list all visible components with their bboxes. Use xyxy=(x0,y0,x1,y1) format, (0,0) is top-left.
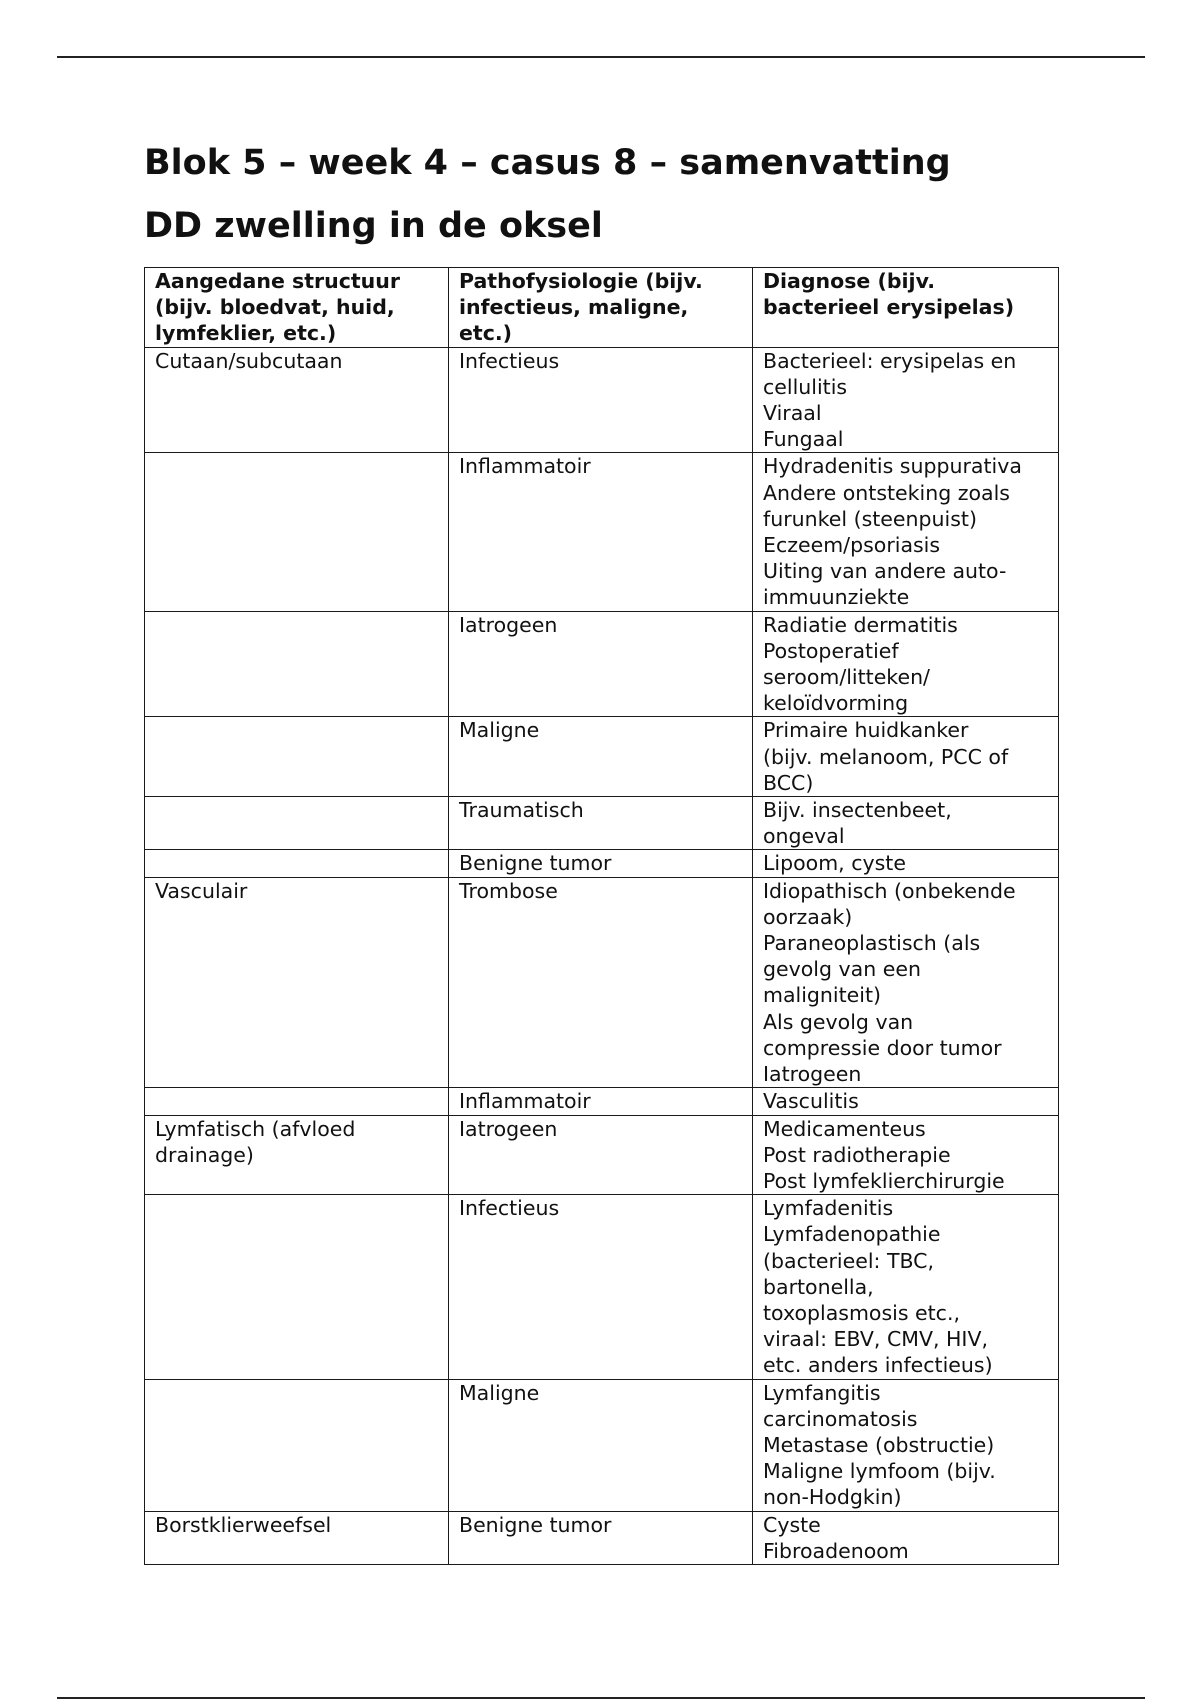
header-pathophysiology: Pathofysiologie (bijv. infectieus, maligne, etc.) xyxy=(449,268,753,348)
diagnosis-cell: Lipoom, cyste xyxy=(753,850,1059,877)
structure-cell xyxy=(145,717,449,797)
structure-cell xyxy=(145,453,449,611)
header-rule xyxy=(57,56,1145,58)
document-title: Blok 5 – week 4 – casus 8 – samenvatting xyxy=(144,143,951,183)
diagnosis-cell: Hydradenitis suppurativa Andere ontsteking zoals furunkel (steenpuist) Eczeem/psoriasis Uiting van andere auto- immuunziekte xyxy=(753,453,1059,611)
pathophysiology-cell: Traumatisch xyxy=(449,797,753,850)
diagnosis-cell: Bijv. insectenbeet, ongeval xyxy=(753,797,1059,850)
diagnosis-cell: Bacterieel: erysipelas en cellulitis Viraal Fungaal xyxy=(753,347,1059,453)
diagnosis-cell: Primaire huidkanker (bijv. melanoom, PCC of BCC) xyxy=(753,717,1059,797)
pathophysiology-cell: Benigne tumor xyxy=(449,1511,753,1564)
pathophysiology-cell: Infectieus xyxy=(449,1195,753,1379)
footer-rule xyxy=(57,1697,1145,1699)
table-row xyxy=(145,1088,1059,1115)
differential-diagnosis-table xyxy=(144,267,1059,1565)
table-row xyxy=(145,1195,1059,1379)
pathophysiology-cell: Infectieus xyxy=(449,347,753,453)
structure-cell xyxy=(145,1195,449,1379)
table-row xyxy=(145,347,1059,453)
diagnosis-cell: Idiopathisch (onbekende oorzaak) Paraneoplastisch (als gevolg van een maligniteit) Als gevolg van compressie door tumor Iatrogeen xyxy=(753,877,1059,1088)
structure-cell: Vasculair xyxy=(145,877,449,1088)
table-row xyxy=(145,453,1059,611)
header-diagnosis: Diagnose (bijv. bacterieel erysipelas) xyxy=(753,268,1059,348)
table-row xyxy=(145,717,1059,797)
table-header-row xyxy=(145,268,1059,348)
pathophysiology-cell: Inflammatoir xyxy=(449,453,753,611)
table-row xyxy=(145,877,1059,1088)
table-row xyxy=(145,850,1059,877)
structure-cell: Cutaan/subcutaan xyxy=(145,347,449,453)
diagnosis-cell: Radiatie dermatitis Postoperatief seroom/litteken/ keloïdvorming xyxy=(753,611,1059,717)
structure-cell xyxy=(145,850,449,877)
diagnosis-cell: Medicamenteus Post radiotherapie Post lymfeklierchirurgie xyxy=(753,1115,1059,1195)
diagnosis-cell: Cyste Fibroadenoom xyxy=(753,1511,1059,1564)
table-row xyxy=(145,797,1059,850)
pathophysiology-cell: Maligne xyxy=(449,1379,753,1511)
diagnosis-cell: Lymfadenitis Lymfadenopathie (bacterieel: TBC, bartonella, toxoplasmosis etc., viraal: EBV, CMV, HIV, etc. anders infectieus) xyxy=(753,1195,1059,1379)
table-row xyxy=(145,611,1059,717)
pathophysiology-cell: Iatrogeen xyxy=(449,1115,753,1195)
table-row xyxy=(145,1379,1059,1511)
table-row xyxy=(145,1511,1059,1564)
structure-cell: Lymfatisch (afvloed drainage) xyxy=(145,1115,449,1195)
pathophysiology-cell: Benigne tumor xyxy=(449,850,753,877)
pathophysiology-cell: Maligne xyxy=(449,717,753,797)
structure-cell xyxy=(145,611,449,717)
header-structure: Aangedane structuur (bijv. bloedvat, huid, lymfeklier, etc.) xyxy=(145,268,449,348)
structure-cell: Borstklierweefsel xyxy=(145,1511,449,1564)
table-row xyxy=(145,1115,1059,1195)
structure-cell xyxy=(145,1379,449,1511)
structure-cell xyxy=(145,1088,449,1115)
structure-cell xyxy=(145,797,449,850)
pathophysiology-cell: Iatrogeen xyxy=(449,611,753,717)
pathophysiology-cell: Trombose xyxy=(449,877,753,1088)
diagnosis-cell: Vasculitis xyxy=(753,1088,1059,1115)
document-subtitle: DD zwelling in de oksel xyxy=(144,206,603,246)
diagnosis-cell: Lymfangitis carcinomatosis Metastase (obstructie) Maligne lymfoom (bijv. non-Hodgkin) xyxy=(753,1379,1059,1511)
pathophysiology-cell: Inflammatoir xyxy=(449,1088,753,1115)
